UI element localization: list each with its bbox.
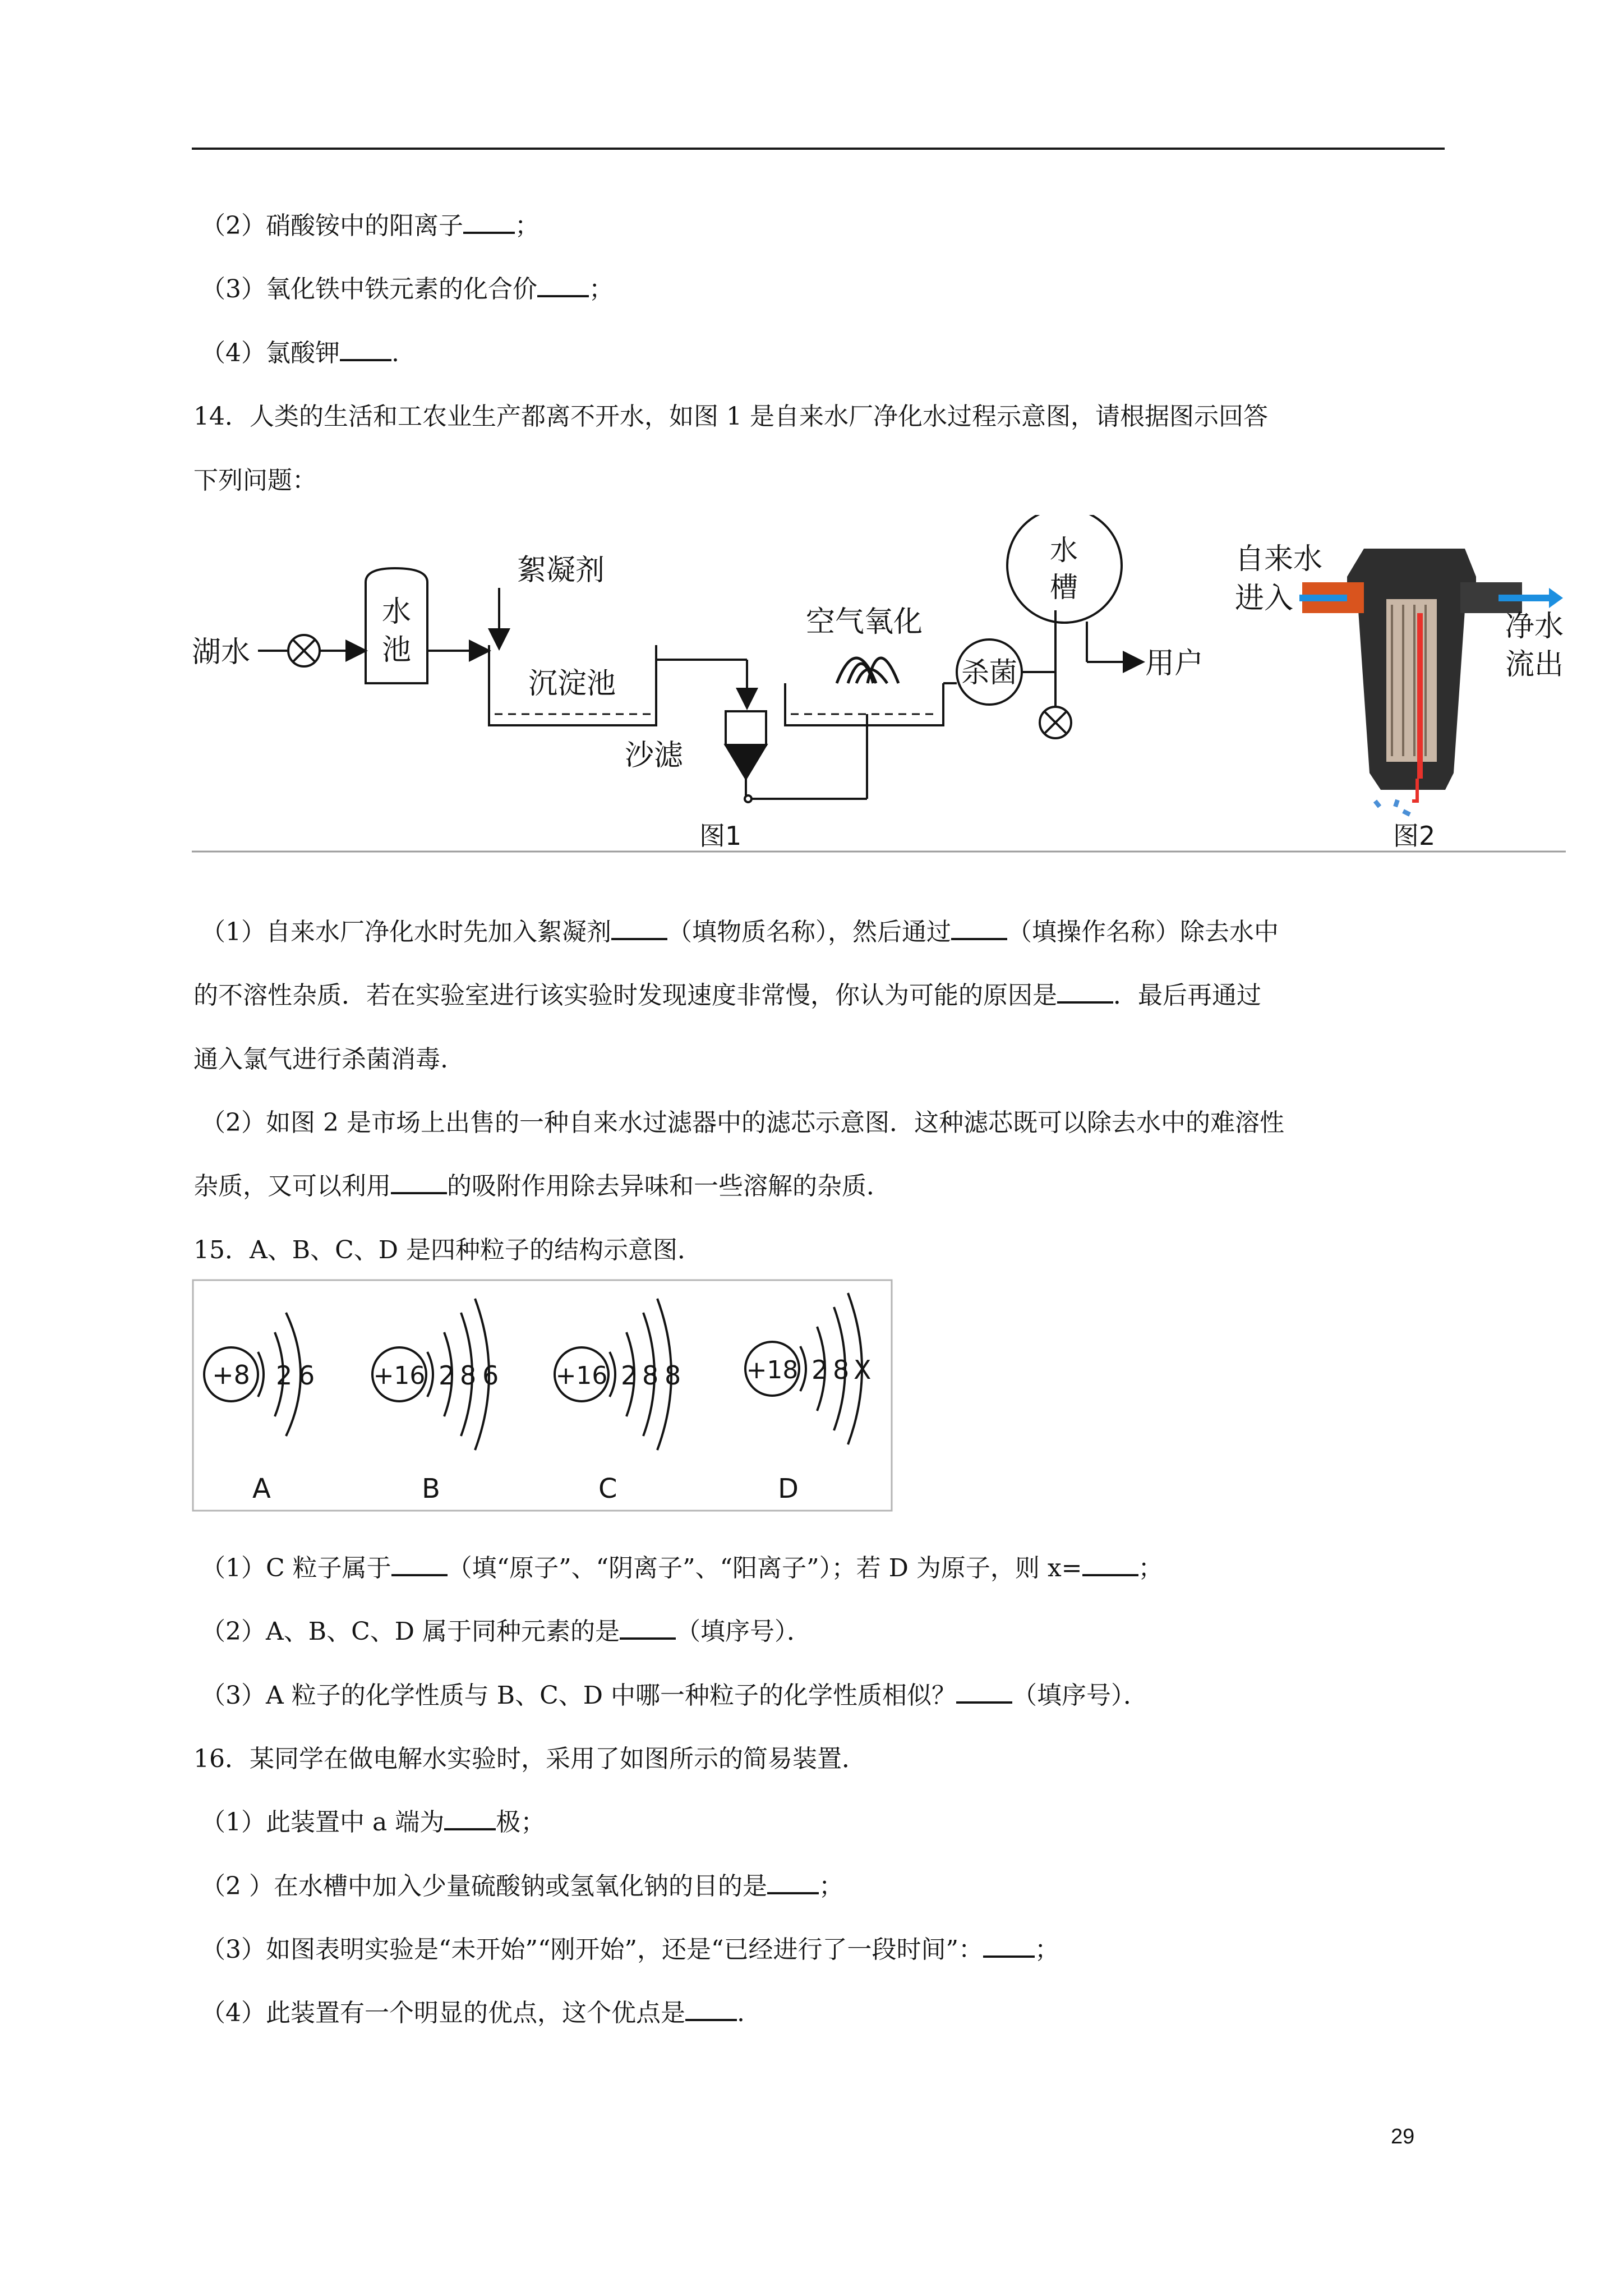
q14-part2-text-a: 杂质，又可以利用 (193, 1172, 391, 1200)
q15-part1-text-a: （1）C 粒子属于 (201, 1554, 391, 1582)
particle-d-shell-3: X (854, 1355, 872, 1385)
q13-part4 (201, 337, 399, 370)
q14-intro-line1: 14．人类的生活和工农业生产都离不开水，如图 1 是自来水厂净化水过程示意图，请根据图示回答 (193, 402, 1268, 431)
q13-part2 (201, 209, 540, 243)
q16-part2-text-a: （2 ）在水槽中加入少量硫酸钠或氢氧化钠的目的是 (201, 1872, 767, 1901)
label-tap-in-2: 进入 (1235, 582, 1294, 615)
figure-particle-structures (192, 1279, 893, 1512)
q16-intro: 16．某同学在做电解水实验时，采用了如图所示的简易装置． (193, 1745, 866, 1773)
q13-part3-text: （3）氧化铁中铁元素的化合价 (201, 275, 537, 303)
q15-part3 (201, 1679, 1148, 1713)
answer-blank[interactable] (444, 1806, 496, 1830)
q13-part2-end: ； (515, 211, 540, 240)
label-clean-out-1: 净水 (1505, 610, 1564, 643)
label-users: 用户 (1145, 647, 1204, 680)
answer-blank[interactable] (620, 1615, 676, 1640)
particle-c-shell-3: 8 (665, 1360, 681, 1391)
q14-part1-line3: 通入氯气进行杀菌消毒. (193, 1045, 448, 1074)
q16-part4-text-b: . (737, 1999, 745, 2027)
q15-part1-text-c: ； (1138, 1554, 1163, 1582)
label-sterilize: 杀菌 (961, 656, 1017, 689)
answer-blank[interactable] (983, 1933, 1035, 1958)
q13-part4-end: . (391, 339, 399, 367)
q16-part2-text-b: ； (818, 1872, 843, 1901)
q16-part3-text-a: （3）如图表明实验是“未开始”“刚开始”，还是“已经进行了一段时间”： (201, 1935, 983, 1964)
answer-blank[interactable] (537, 273, 589, 297)
answer-blank[interactable] (1057, 979, 1113, 1004)
q15-part3-text-a: （3）A 粒子的化学性质与 B、C、D 中哪一种粒子的化学性质相似？ (201, 1681, 957, 1710)
q14-part1-text-e: ．最后再通过 (1113, 981, 1261, 1010)
q13-part4-text: （4）氯酸钾 (201, 339, 340, 367)
q14-part1-text-b: （填物质名称），然后通过 (667, 918, 951, 946)
q15-part2 (201, 1615, 811, 1649)
q15-part2-text-a: （2）A、B、C、D 属于同种元素的是 (201, 1617, 620, 1646)
q14-part1-text-d: 的不溶性杂质．若在实验室进行该实验时发现速度非常慢，你认为可能的原因是 (193, 981, 1057, 1010)
answer-blank[interactable] (767, 1870, 819, 1894)
q14-part1-line1 (201, 915, 1279, 949)
particle-b-label: B (422, 1473, 440, 1504)
particle-b-shell-1: 2 (439, 1360, 455, 1391)
particle-b-nucleus: +16 (373, 1361, 426, 1390)
label-pool-2: 池 (382, 633, 412, 667)
q15-part1-text-b: （填“原子”、“阴离子”、“阳离子”）；若 D 为原子，则 x= (447, 1554, 1082, 1582)
q14-part2-line1: （2）如图 2 是市场上出售的一种自来水过滤器中的滤芯示意图．这种滤芯既可以除去水中的难溶性 (201, 1108, 1284, 1137)
label-pool-1: 水 (382, 595, 412, 629)
answer-blank[interactable] (685, 1996, 737, 2021)
particle-c-label: C (598, 1473, 617, 1504)
label-tap-in-1: 自来水 (1235, 542, 1323, 576)
q15-part1 (201, 1552, 1163, 1585)
caption-figure1: 图1 (699, 821, 742, 851)
answer-blank[interactable] (340, 337, 391, 361)
particle-c-nucleus: +16 (555, 1361, 608, 1390)
q16-part1-text-b: 极； (496, 1808, 546, 1837)
particle-d-label: D (778, 1473, 799, 1504)
caption-figure2: 图2 (1393, 821, 1436, 851)
particle-d-shell-2: 8 (833, 1355, 850, 1385)
label-tank-1: 水 (1050, 534, 1078, 567)
particle-d-nucleus: +18 (746, 1356, 799, 1384)
q14-part2-text-b: 的吸附作用除去异味和一些溶解的杂质． (447, 1172, 891, 1200)
q14-part1-text-a: （1）自来水厂净化水时先加入絮凝剂 (201, 918, 611, 946)
q13-part3 (201, 273, 614, 306)
q15-intro: 15．A、B、C、D 是四种粒子的结构示意图． (193, 1236, 703, 1264)
q13-part2-text: （2）硝酸铵中的阳离子 (201, 211, 463, 240)
particle-c-shell-2: 8 (642, 1360, 659, 1391)
answer-blank[interactable] (391, 1170, 447, 1194)
page-number: 29 (1391, 2125, 1415, 2148)
q16-part2 (201, 1870, 843, 1903)
particle-a-shell-1: 2 (276, 1360, 293, 1391)
label-clean-out-2: 流出 (1505, 648, 1564, 682)
label-air-oxidation: 空气氧化 (806, 605, 923, 639)
q14-intro-line2: 下列问题： (193, 466, 317, 495)
label-sand-filter: 沙滤 (625, 739, 684, 772)
particle-a-label: A (252, 1473, 271, 1504)
particle-a-shell-2: 6 (298, 1360, 315, 1391)
label-sedimentation: 沉淀池 (528, 667, 616, 701)
answer-blank[interactable] (951, 915, 1007, 940)
label-lake-water: 湖水 (192, 636, 251, 669)
answer-blank[interactable] (391, 1552, 448, 1576)
q16-part4 (201, 1996, 745, 2030)
figure1-water-purification (192, 515, 1566, 863)
particle-b-shell-2: 8 (460, 1360, 477, 1391)
particle-d-shell-1: 2 (811, 1355, 828, 1385)
answer-blank[interactable] (1082, 1552, 1138, 1576)
q16-part3 (201, 1933, 1059, 1967)
label-flocculant: 絮凝剂 (517, 554, 605, 587)
q16-part4-text-a: （4）此装置有一个明显的优点，这个优点是 (201, 1999, 685, 2027)
particle-b-shell-3: 6 (482, 1360, 499, 1391)
answer-blank[interactable] (463, 209, 515, 234)
particle-a-nucleus: +8 (212, 1360, 250, 1390)
q16-part1 (201, 1806, 545, 1839)
q15-part2-text-b: （填序号）． (676, 1617, 812, 1646)
q16-part3-text-b: ； (1034, 1935, 1059, 1964)
label-tank-2: 槽 (1050, 571, 1078, 604)
q13-part3-end: ； (589, 275, 614, 303)
q14-part1-text-c: （填操作名称）除去水中 (1007, 918, 1279, 946)
q14-part2-line2 (193, 1170, 891, 1203)
q15-part3-text-b: （填序号）． (1012, 1681, 1149, 1710)
q16-part1-text-a: （1）此装置中 a 端为 (201, 1808, 445, 1837)
answer-blank[interactable] (956, 1679, 1012, 1704)
answer-blank[interactable] (611, 915, 667, 940)
particle-c-shell-1: 2 (621, 1360, 638, 1391)
q14-part1-line2 (193, 979, 1261, 1013)
header-rule (192, 148, 1445, 150)
